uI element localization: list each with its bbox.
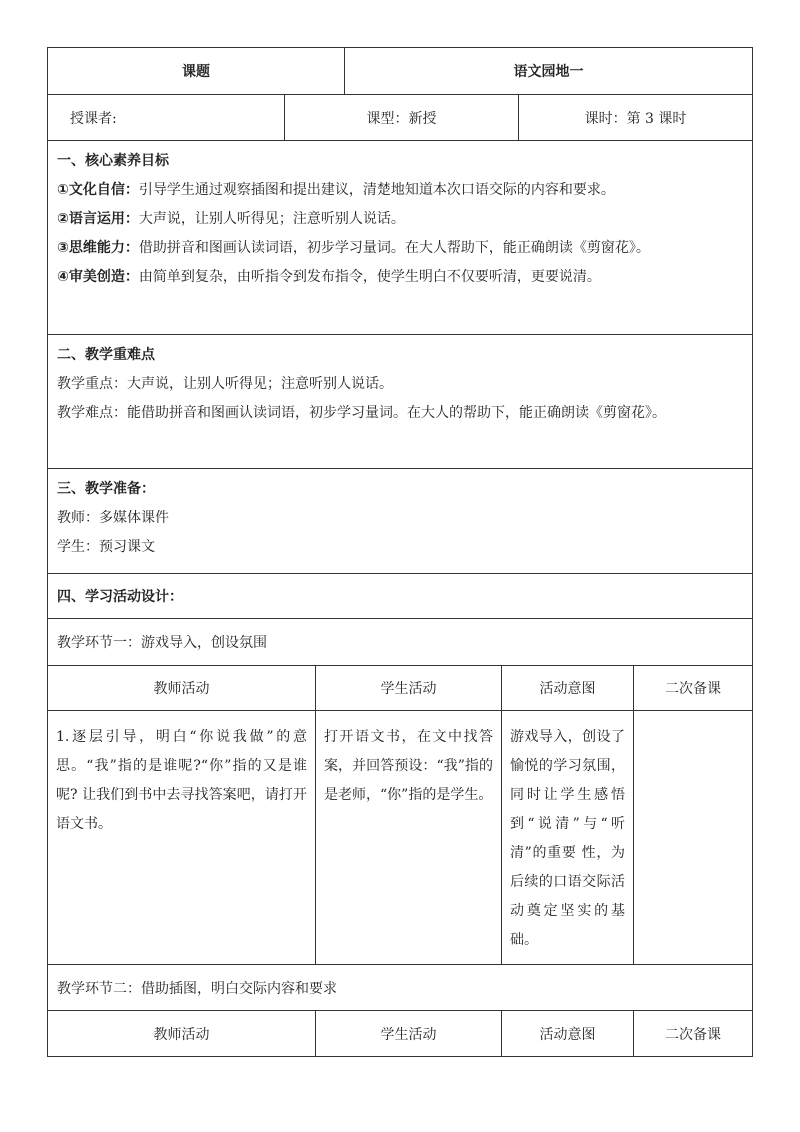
teacher-prep: 教师：多媒体课件 — [57, 510, 169, 526]
segment1-title: 教学环节一：游戏导入，创设氛围 — [47, 619, 753, 666]
lesson-type: 课型：新授 — [284, 95, 518, 140]
student-prep: 学生：预习课文 — [57, 539, 155, 555]
difficulty-text: 教学难点：能借助拼音和图画认读词语，初步学习量词。在大人的帮助下，能正确朗读《剪窗花》。 — [57, 405, 666, 421]
preparation-heading: 三、教学准备： — [57, 481, 155, 497]
segment2-title: 教学环节二：借助插图，明白交际内容和要求 — [47, 965, 753, 1011]
key-points-section — [47, 335, 753, 469]
column-header: 学生活动 — [315, 666, 501, 710]
column-header: 教师活动 — [153, 681, 210, 697]
goals-heading: 一、核心素养目标 — [57, 153, 169, 169]
activity-design-heading: 四、学习活动设计： — [47, 574, 753, 619]
preparation-section — [47, 469, 753, 574]
lesson-period: 课时：第 3 课时 — [518, 95, 752, 140]
activity-intent: 游戏导入，创设了愉悦的学习氛围，同时让学生感悟到“说清”与“听清”的重要 性，为后续的口语交际活动奠定坚实的基础。 — [501, 711, 633, 964]
column-header: 教师活动 — [153, 1026, 210, 1043]
info-row — [47, 95, 753, 141]
segment2-header-row — [47, 1011, 753, 1057]
goal-item: ③思维能力：借助拼音和图画认读词语，初步学习量词。在大人帮助下，能正确朗读《剪窗花》。 — [57, 240, 650, 256]
column-header: 学生活动 — [315, 1011, 501, 1056]
lesson-plan-table — [47, 47, 753, 1057]
key-points-heading: 二、教学重难点 — [57, 347, 155, 363]
goal-item: ①文化自信：引导学生通过观察插图和提出建议，清楚地知道本次口语交际的内容和要求。 — [57, 182, 615, 198]
segment1-header-row — [47, 666, 753, 711]
goals-section — [47, 141, 753, 335]
topic-row — [47, 47, 753, 95]
focus-text: 教学重点：大声说，让别人听得见；注意听别人说话。 — [57, 376, 393, 392]
column-header: 二次备课 — [633, 1011, 752, 1056]
topic-label: 课题 — [182, 64, 210, 80]
topic-value: 语文园地一 — [344, 48, 752, 94]
column-header: 二次备课 — [633, 666, 752, 710]
column-header: 活动意图 — [501, 1011, 633, 1056]
teacher-field: 授课者: — [70, 110, 117, 127]
second-prep-notes — [633, 711, 752, 964]
teacher-activity: 1.逐层引导，明白“你说我做”的意思。“我”指的是谁呢?“你”指的又是谁呢? 让我们到书中去寻找答案吧，请打开语文书。 — [56, 729, 307, 832]
goal-item: ②语言运用：大声说，让别人听得见；注意听别人说话。 — [57, 211, 405, 227]
column-header: 活动意图 — [501, 666, 633, 710]
student-activity: 打开语文书，在文中找答案，并回答预设：“我”指的是老师，“你”指的是学生。 — [315, 711, 501, 964]
segment1-content-row — [47, 711, 753, 965]
goal-item: ④审美创造：由简单到复杂，由听指令到发布指令，使学生明白不仅要听清，更要说清。 — [57, 269, 601, 285]
